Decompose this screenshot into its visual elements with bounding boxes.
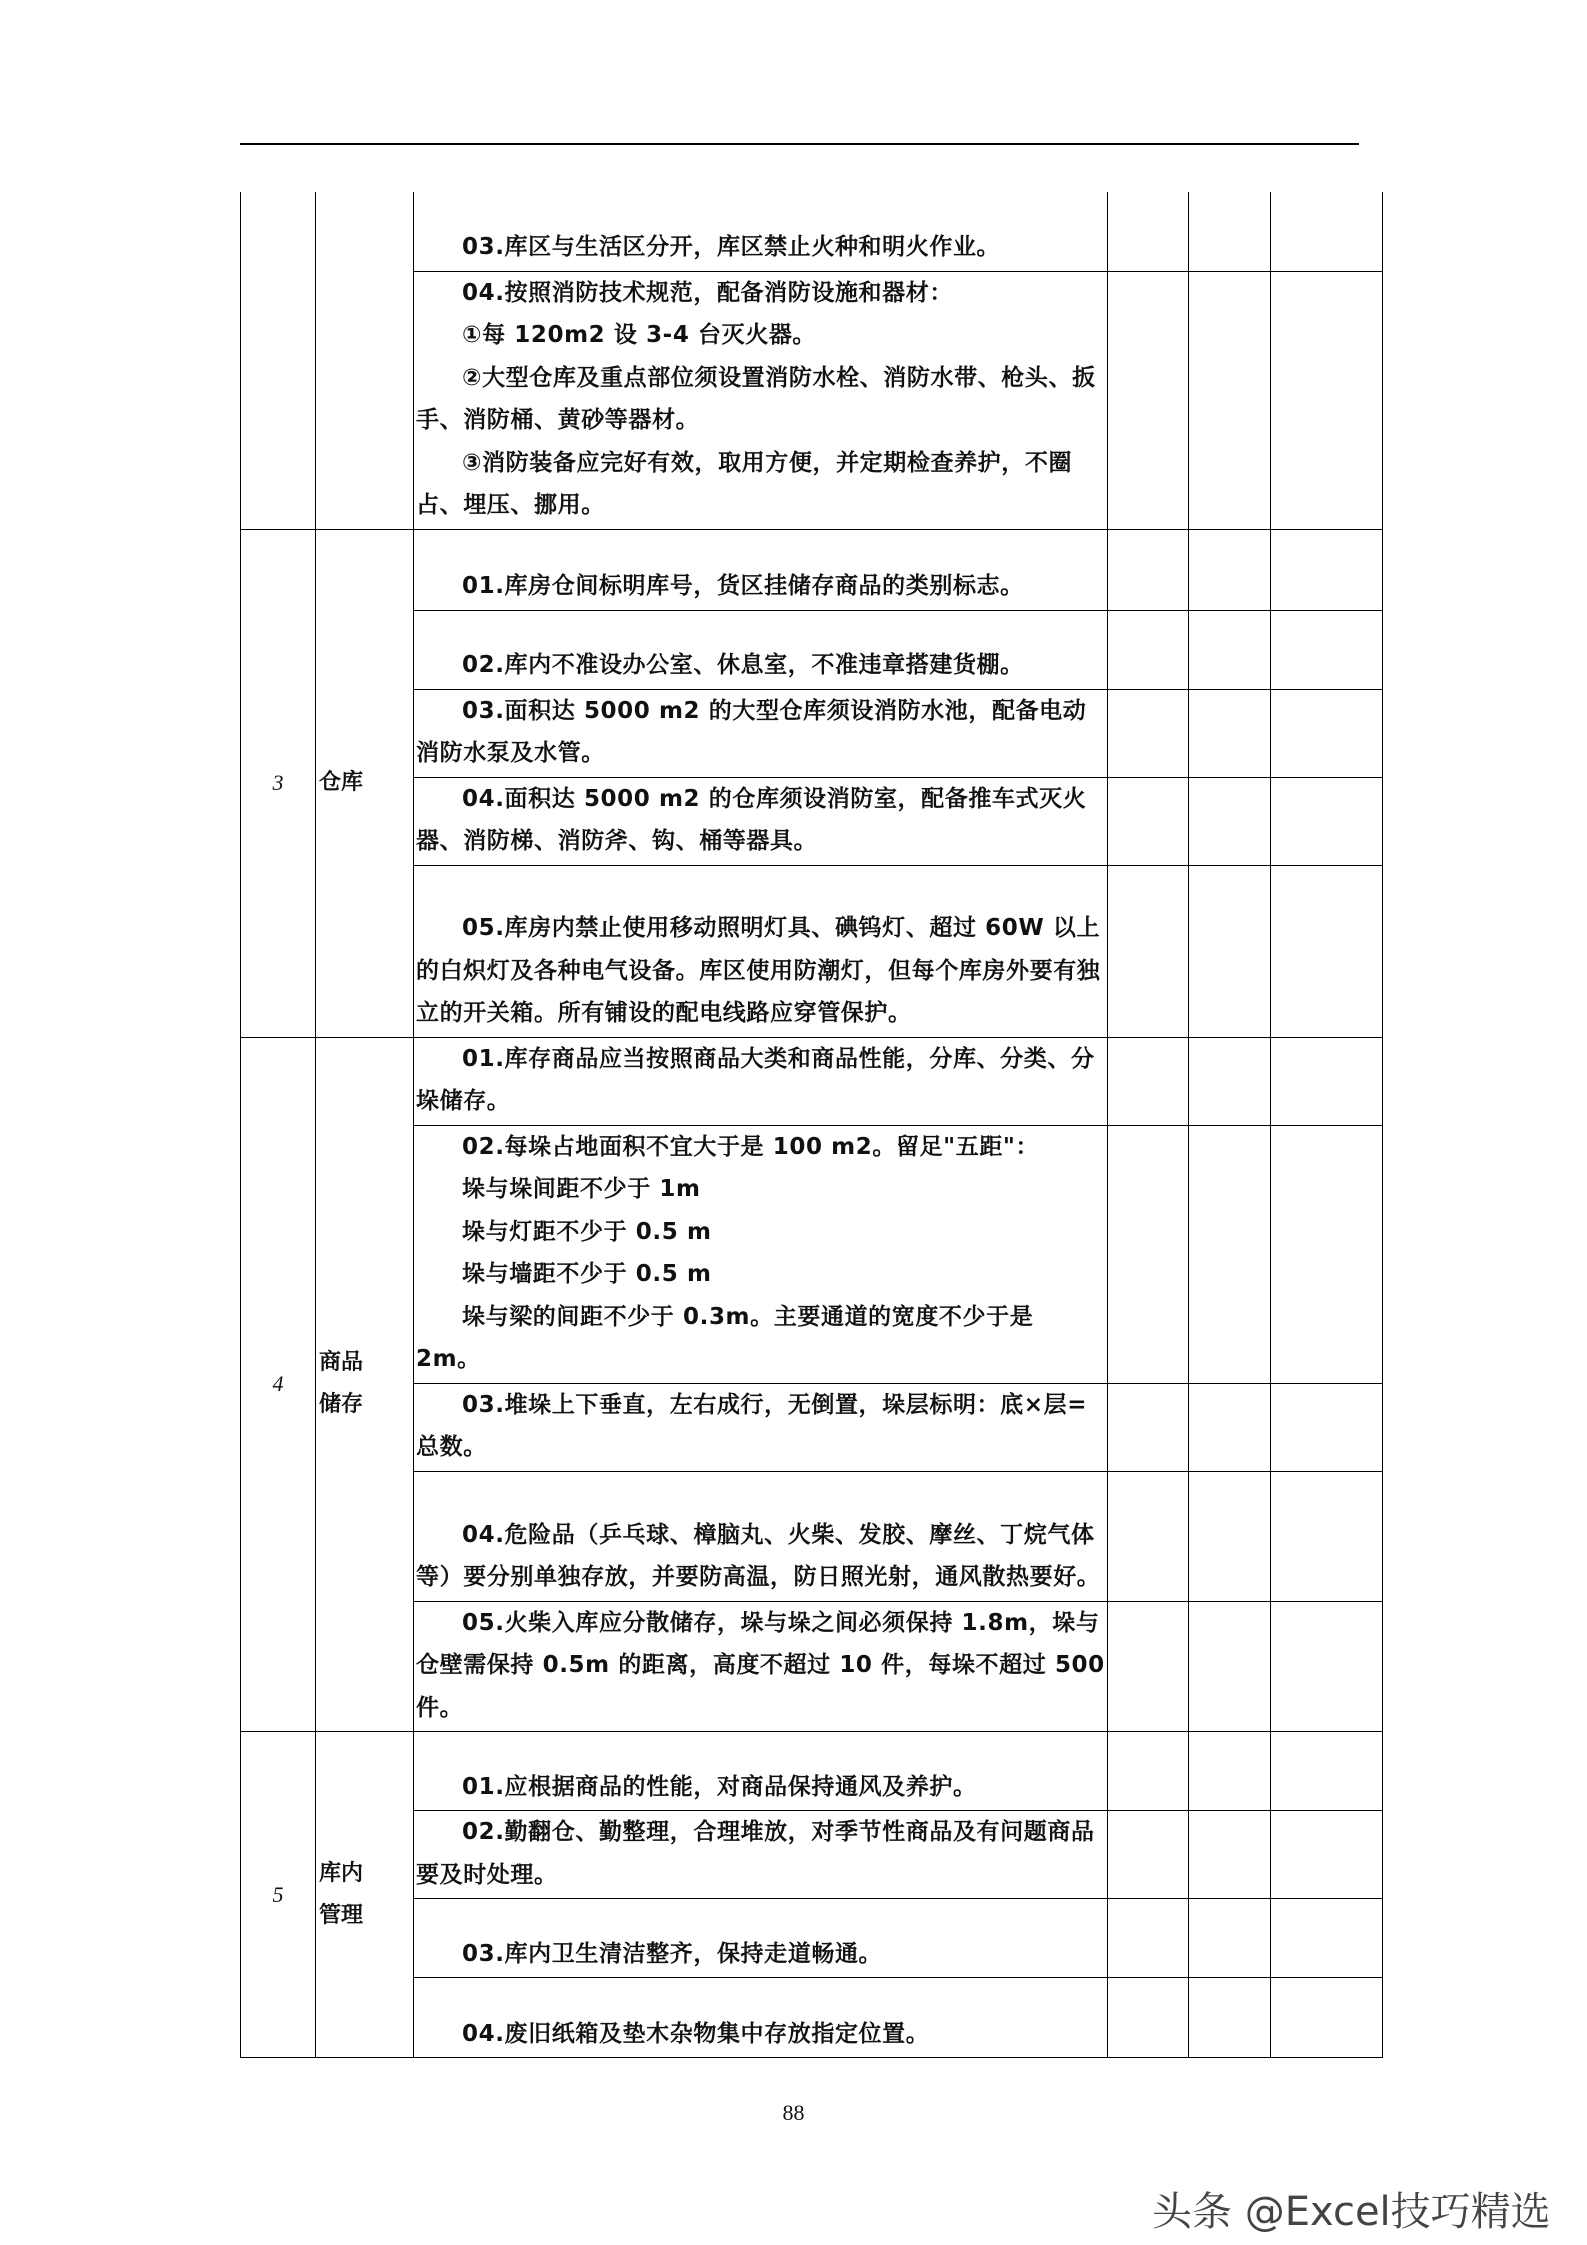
- check-cell-2[interactable]: [1189, 1037, 1271, 1125]
- requirement-text: 04.危险品（乒乓球、樟脑丸、火柴、发胶、摩丝、丁烷气体等）要分别单独存放，并要防高温，防日照光射，通风散热要好。: [416, 1521, 1101, 1590]
- table-row: [241, 1732, 1383, 1811]
- check-cell-2[interactable]: [1189, 192, 1271, 271]
- check-cell-3[interactable]: [1271, 529, 1383, 610]
- requirement-cell: [414, 777, 1108, 865]
- check-cell-2[interactable]: [1189, 271, 1271, 529]
- requirement-text: ①每 120m2 设 3-4 台灭火器。: [462, 322, 817, 348]
- requirement-cell: [414, 1811, 1108, 1899]
- check-cell-1[interactable]: [1108, 529, 1189, 610]
- requirement-text: 05.库房内禁止使用移动照明灯具、碘钨灯、超过 60W 以上的白炽灯及各种电气设备。库区使用防潮灯，但每个库房外要有独立的开关箱。所有铺设的配电线路应穿管保护。: [416, 915, 1101, 1026]
- requirement-text: 01.应根据商品的性能，对商品保持通风及养护。: [462, 1773, 977, 1800]
- check-cell-2[interactable]: [1189, 865, 1271, 1037]
- requirement-text: 04.按照消防技术规范，配备消防设施和器材：: [462, 279, 953, 306]
- requirement-cell: [414, 529, 1108, 610]
- requirement-text: 04.面积达 5000 m2 的仓库须设消防室，配备推车式灭火器、消防梯、消防斧、钩、桶等器具。: [416, 785, 1087, 854]
- watermark: 头条 @Excel技巧精选: [1152, 2189, 1551, 2235]
- check-cell-1[interactable]: [1108, 1978, 1189, 2058]
- requirement-text: 04.废旧纸箱及垫木杂物集中存放指定位置。: [462, 2020, 930, 2047]
- check-cell-3[interactable]: [1271, 1125, 1383, 1383]
- section-label: [316, 1037, 414, 1732]
- check-cell-2[interactable]: [1189, 777, 1271, 865]
- check-cell-2[interactable]: [1189, 610, 1271, 689]
- requirement-text: 01.库存商品应当按照商品大类和商品性能，分库、分类、分垛储存。: [416, 1045, 1095, 1114]
- check-cell-1[interactable]: [1108, 192, 1189, 271]
- section-label-line: 仓库: [319, 770, 364, 795]
- check-cell-3[interactable]: [1271, 1899, 1383, 1978]
- requirement-text: 03.库内卫生清洁整齐，保持走道畅通。: [462, 1940, 883, 1967]
- check-cell-1[interactable]: [1108, 1471, 1189, 1601]
- check-cell-2[interactable]: [1189, 1383, 1271, 1471]
- check-cell-2[interactable]: [1189, 1471, 1271, 1601]
- check-cell-2[interactable]: [1189, 1732, 1271, 1811]
- requirement-text: 03.库区与生活区分开，库区禁止火种和明火作业。: [462, 234, 1001, 260]
- requirement-text: 02.每垛占地面积不宜大于是 100 m2。留足"五距"：: [462, 1133, 1040, 1160]
- check-cell-2[interactable]: [1189, 1125, 1271, 1383]
- requirement-cell: [414, 1601, 1108, 1732]
- requirement-text: 02.勤翻仓、勤整理，合理堆放，对季节性商品及有问题商品要及时处理。: [416, 1819, 1095, 1888]
- check-cell-3[interactable]: [1271, 610, 1383, 689]
- section-label-line: 管理: [319, 1902, 364, 1928]
- section-label-line: 商品: [319, 1350, 364, 1376]
- requirement-text: 03.堆垛上下垂直，左右成行，无倒置，垛层标明：底×层=总数。: [416, 1391, 1088, 1460]
- check-cell-1[interactable]: [1108, 1125, 1189, 1383]
- check-cell-2[interactable]: [1189, 1978, 1271, 2058]
- section-number: 4: [241, 1037, 316, 1732]
- requirement-text: 垛与墙距不少于 0.5 m: [462, 1261, 712, 1287]
- check-cell-1[interactable]: [1108, 865, 1189, 1037]
- table-row: [241, 529, 1383, 610]
- table-row: [241, 192, 1383, 271]
- check-cell-3[interactable]: [1271, 689, 1383, 777]
- requirement-cell: [414, 1899, 1108, 1978]
- requirement-text: ③消防装备应完好有效，取用方便，并定期检查养护，不圈占、埋压、挪用。: [416, 449, 1073, 518]
- requirement-text: ②大型仓库及重点部位须设置消防水栓、消防水带、枪头、扳手、消防桶、黄砂等器材。: [416, 364, 1096, 433]
- check-cell-3[interactable]: [1271, 1811, 1383, 1899]
- check-cell-1[interactable]: [1108, 1601, 1189, 1732]
- check-cell-2[interactable]: [1189, 1899, 1271, 1978]
- requirement-cell: [414, 1732, 1108, 1811]
- check-cell-3[interactable]: [1271, 777, 1383, 865]
- requirement-text: 03.面积达 5000 m2 的大型仓库须设消防水池，配备电动消防水泵及水管。: [416, 697, 1087, 766]
- page-number: 88: [782, 2100, 805, 2125]
- check-cell-1[interactable]: [1108, 271, 1189, 529]
- requirement-text: 垛与梁的间距不少于 0.3m。主要通道的宽度不少于是 2m。: [416, 1303, 1034, 1372]
- requirement-cell: [414, 1037, 1108, 1125]
- requirement-cell: [414, 610, 1108, 689]
- requirement-text: 05.火柴入库应分散储存，垛与垛之间必须保持 1.8m，垛与仓壁需保持 0.5m 的距离，高度不超过 10 件，每垛不超过 500 件。: [416, 1609, 1105, 1721]
- check-cell-2[interactable]: [1189, 529, 1271, 610]
- check-cell-3[interactable]: [1271, 1732, 1383, 1811]
- check-cell-1[interactable]: [1108, 1732, 1189, 1811]
- header-rule: [240, 143, 1359, 145]
- check-cell-3[interactable]: [1271, 1037, 1383, 1125]
- section-label-line: 储存: [319, 1392, 364, 1418]
- check-cell-3[interactable]: [1271, 1601, 1383, 1732]
- section-label: [316, 192, 414, 529]
- requirement-cell: [414, 689, 1108, 777]
- check-cell-2[interactable]: [1189, 1601, 1271, 1732]
- requirement-cell: [414, 271, 1108, 529]
- check-cell-3[interactable]: [1271, 1471, 1383, 1601]
- requirement-text: 01.库房仓间标明库号，货区挂储存商品的类别标志。: [462, 573, 1024, 599]
- check-cell-1[interactable]: [1108, 777, 1189, 865]
- check-cell-1[interactable]: [1108, 1037, 1189, 1125]
- section-number: [241, 192, 316, 529]
- check-cell-1[interactable]: [1108, 610, 1189, 689]
- check-cell-2[interactable]: [1189, 1811, 1271, 1899]
- requirement-cell: [414, 1125, 1108, 1383]
- requirement-text: 垛与垛间距不少于 1m: [462, 1176, 701, 1202]
- check-cell-3[interactable]: [1271, 1383, 1383, 1471]
- check-cell-3[interactable]: [1271, 271, 1383, 529]
- requirement-cell: [414, 1978, 1108, 2058]
- section-label: [316, 529, 414, 1037]
- requirement-cell: [414, 865, 1108, 1037]
- check-cell-1[interactable]: [1108, 1811, 1189, 1899]
- table-row: [241, 1037, 1383, 1125]
- section-number: 5: [241, 1732, 316, 2058]
- requirement-text: 垛与灯距不少于 0.5 m: [462, 1218, 712, 1245]
- check-cell-2[interactable]: [1189, 689, 1271, 777]
- check-cell-1[interactable]: [1108, 1383, 1189, 1471]
- section-number: 3: [241, 529, 316, 1037]
- check-cell-1[interactable]: [1108, 689, 1189, 777]
- check-cell-3[interactable]: [1271, 865, 1383, 1037]
- section-label-line: 库内: [319, 1860, 364, 1886]
- requirement-cell: [414, 192, 1108, 271]
- requirement-text: 02.库内不准设办公室、休息室，不准违章搭建货棚。: [462, 652, 1024, 678]
- check-cell-3[interactable]: [1271, 1978, 1383, 2058]
- inspection-table: [240, 192, 1383, 2058]
- requirement-cell: [414, 1383, 1108, 1471]
- check-cell-1[interactable]: [1108, 1899, 1189, 1978]
- check-cell-3[interactable]: [1271, 192, 1383, 271]
- section-label: [316, 1732, 414, 2058]
- requirement-cell: [414, 1471, 1108, 1601]
